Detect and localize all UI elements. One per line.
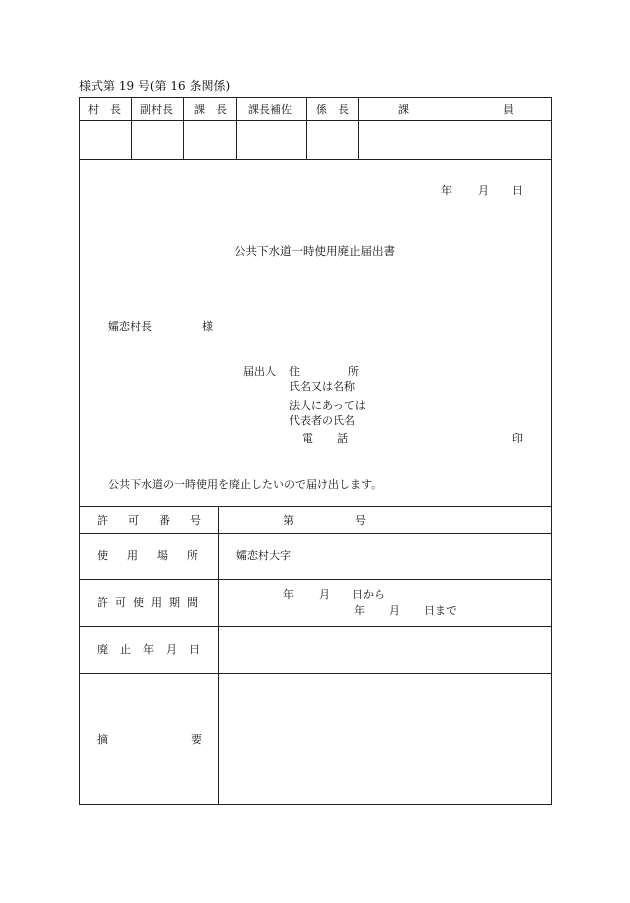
approval-divider [236, 97, 237, 159]
frame-top [79, 97, 552, 98]
row-line [79, 579, 552, 580]
summary-label-1: 摘 [97, 733, 108, 746]
period-to-month: 月 [389, 604, 400, 617]
phone-label-2: 話 [337, 432, 348, 445]
row-line [79, 626, 552, 627]
corp-label-2: 代表者の氏名 [289, 414, 355, 427]
approval-head-unit-chief: 係 長 [316, 103, 349, 116]
approval-head-assistant-chief: 課長補佐 [248, 103, 292, 116]
addressee-name: 孀恋村長 [108, 320, 152, 333]
address-label-1: 住 [289, 365, 300, 378]
abolish-date-label: 廃止年月日 [97, 643, 212, 656]
frame-left [79, 97, 80, 805]
permit-go: 号 [355, 514, 366, 527]
approval-head-in: 員 [503, 103, 514, 116]
approval-head-village-chief [88, 104, 122, 115]
address-label-2: 所 [348, 365, 359, 378]
approval-bottom-line [79, 159, 552, 160]
addressee-honorific: 様 [202, 320, 213, 333]
approval-head-deputy-chief: 副村長 [140, 103, 173, 116]
frame-bottom [79, 804, 552, 805]
label-column-divider [218, 506, 219, 804]
location-value: 孀恋村大字 [236, 549, 291, 562]
date-year: 年 [441, 184, 452, 197]
period-from-suffix: 日から [352, 588, 385, 601]
period-from-month: 月 [319, 588, 330, 601]
seal-label: 印 [512, 432, 523, 445]
approval-head-ka: 課 [398, 103, 409, 116]
phone-label-1: 電 [302, 432, 313, 445]
form-number: 様式第 19 号(第 16 条関係) [79, 79, 231, 93]
document-title: 公共下水道一時使用廃止届出書 [234, 244, 395, 258]
approval-header-line [79, 120, 552, 121]
approval-head-section-chief: 課 長 [194, 103, 227, 116]
name-label: 氏名又は名称 [289, 380, 355, 393]
table-top-line [79, 506, 552, 507]
applicant-label: 届出人 [243, 365, 276, 378]
row-line [79, 673, 552, 674]
location-label: 使用場所 [97, 549, 217, 562]
period-from-year: 年 [283, 588, 294, 601]
frame-right [551, 97, 552, 805]
approval-divider [358, 97, 359, 159]
approval-divider [183, 97, 184, 159]
period-to-suffix: 日まで [424, 604, 457, 617]
corp-label-1: 法人にあっては [289, 399, 366, 412]
date-month: 月 [478, 184, 489, 197]
header-text: 村 長 [88, 103, 121, 116]
approval-divider [306, 97, 307, 159]
period-to-year: 年 [354, 604, 365, 617]
period-label: 許可使用期間 [97, 596, 205, 609]
row-line [79, 533, 552, 534]
permit-number-label [97, 514, 221, 527]
permit-dai: 第 [283, 514, 294, 527]
summary-label-2: 要 [191, 733, 202, 746]
approval-divider [131, 97, 132, 159]
date-day: 日 [512, 184, 523, 197]
statement: 公共下水道の一時使用を廃止したいので届け出します。 [108, 478, 383, 491]
permit-number-text: 許可番号 [97, 514, 221, 527]
